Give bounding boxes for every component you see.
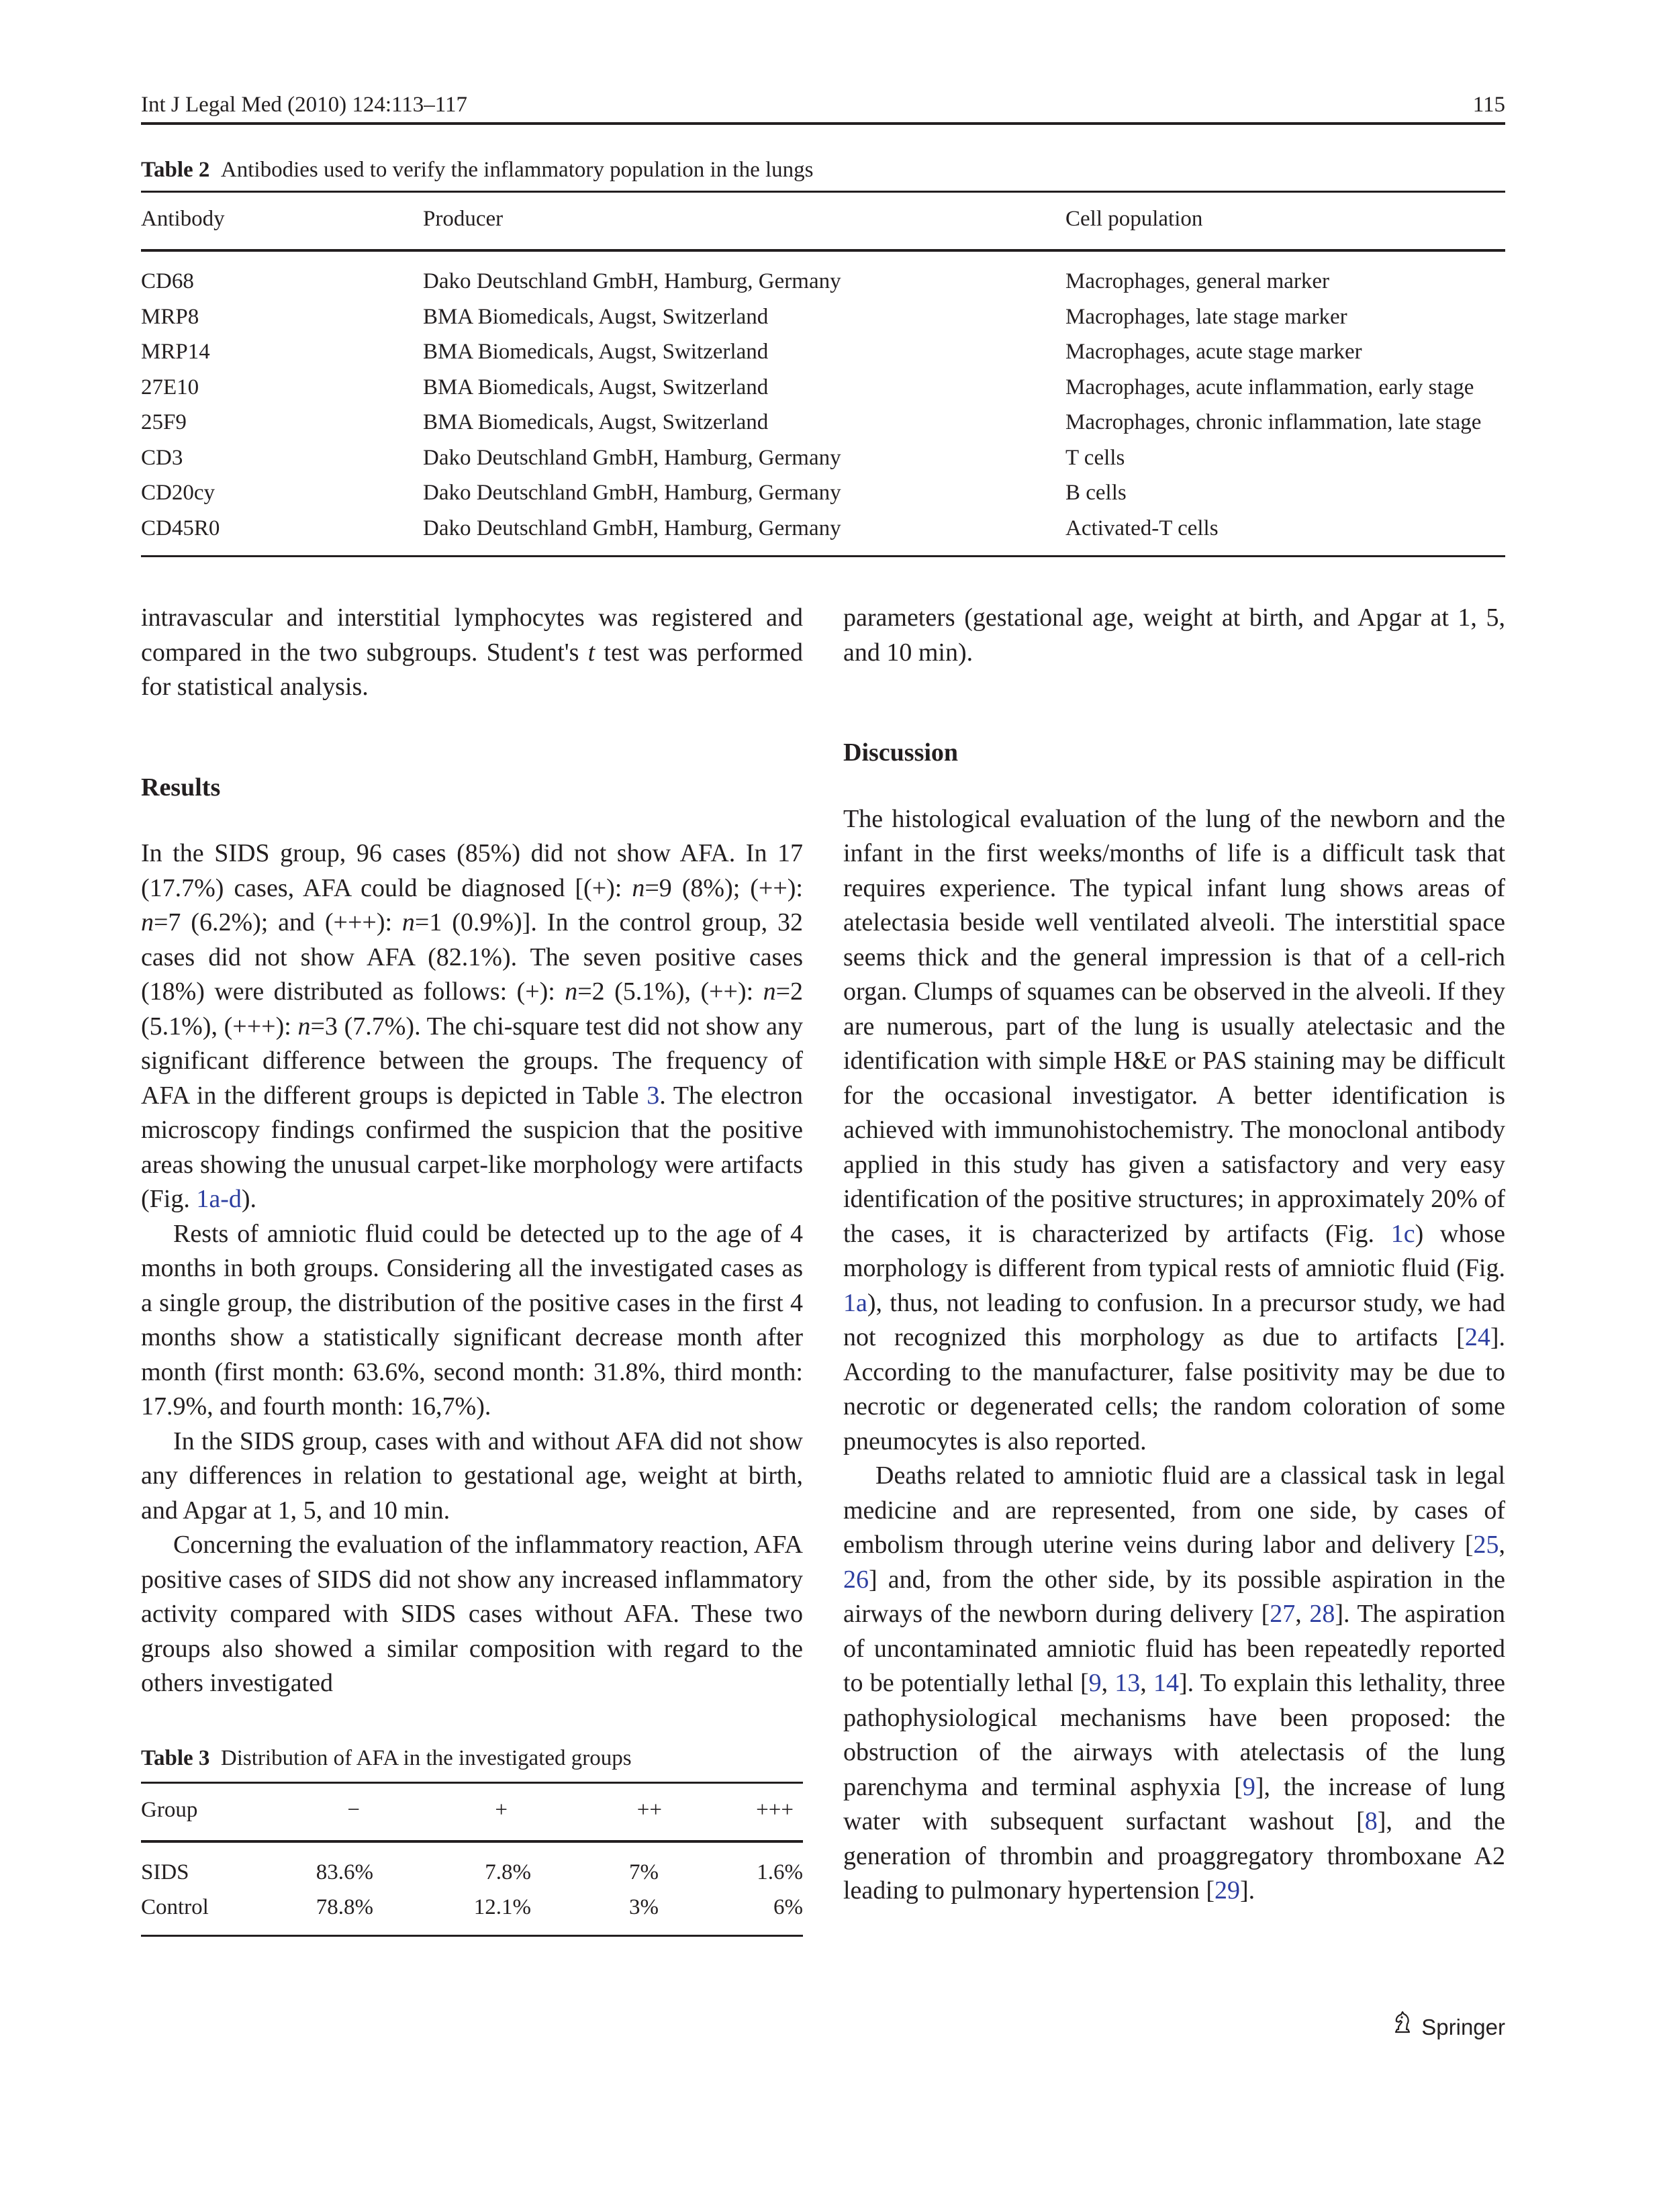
table2-cell: Macrophages, general marker [1065,269,1330,293]
text-run: =2 (5.1%), (+++): [141,977,804,1041]
table3-header-row [141,1784,803,1840]
citation-link[interactable]: 25 [1473,1531,1499,1559]
table2-cell: Macrophages, acute stage marker [1065,340,1362,364]
text-run: , [1140,1669,1153,1697]
table3-col-triple-plus: +++ [756,1797,794,1822]
table2-cell: Dako Deutschland GmbH, Hamburg, Germany [423,516,841,540]
text-run: ], and the generation of thrombin and proaggregatory thromboxane A2 leading to pulmonary hypertension [ [843,1807,1505,1905]
table2-cell: CD20cy [141,481,215,505]
table-row [141,264,1505,299]
table2-cell: 25F9 [141,410,187,434]
table2-cell: Macrophages, acute inflammation, early stage [1065,375,1474,399]
text-run: =2 (5.1%), (++): [577,977,763,1006]
table3-col-group: Group [141,1797,198,1822]
table2-bottom-rule [141,555,1505,557]
springer-logo [1389,2010,1505,2045]
italic-variable: t [587,638,596,667]
table-row [141,440,1505,476]
table2-cell: Macrophages, late stage marker [1065,304,1347,329]
italic-variable: n [632,873,645,902]
italic-variable: n [565,977,578,1006]
left-column [141,601,803,1937]
text-run: test was performed for statistical analysis. [141,638,803,701]
table2-cell: Macrophages, chronic inflammation, late stage [1065,410,1482,434]
table2-cell: Dako Deutschland GmbH, Hamburg, Germany [423,445,841,470]
italic-variable: n [763,977,776,1006]
text-run: ] and, from the other side, by its possible aspiration in the airways of the newborn during delivery [ [843,1565,1505,1628]
text-run: ). [241,1185,257,1213]
table2-body [141,252,1505,555]
paragraph [141,836,803,1217]
text-run: ]. According to the manufacturer, false positivity may be due to necrotic or degenerated cells; the random coloration of some pneumocytes is also reported. [843,1323,1505,1455]
citation-link[interactable]: 9 [1242,1772,1255,1801]
table-row [141,1855,803,1890]
table2-caption-text: Antibodies used to verify the inflammatory population in the lungs [220,158,814,182]
italic-variable: n [297,1012,311,1041]
table-row [141,334,1505,370]
table3 [141,1782,803,1937]
table3-bottom-rule [141,1935,803,1937]
table2-caption [141,154,1505,185]
text-run: , [1101,1669,1115,1697]
table3-cell: 78.8% [316,1895,373,1919]
table2-cell: CD3 [141,445,183,470]
table3-cell: 7.8% [485,1860,531,1884]
text-run: . The electron microscopy findings confirmed the suspicion that the positive areas showing the unusual carpet-like morphology were artifacts (Fig. [141,1081,803,1213]
citation-link[interactable]: 8 [1364,1807,1378,1835]
table2-label: Table 2 [141,158,210,182]
table3-cell: SIDS [141,1860,189,1884]
table2-header-row [141,193,1505,249]
table2-cell: BMA Biomedicals, Augst, Switzerland [423,375,769,399]
text-run: Deaths related to amniotic fluid are a classical task in legal medicine and are represented, from one side, by cases of embolism through uterine veins during labor and delivery [ [843,1461,1505,1559]
text-run: ]. The aspiration of uncontaminated amniotic fluid has been repeatedly reported to be potentially lethal [ [843,1600,1506,1697]
table3-cell: 7% [629,1860,659,1884]
publisher-name: Springer [1421,2015,1505,2039]
table3-caption [141,1743,803,1774]
discussion-heading: Discussion [843,738,959,767]
table2-col-cell-population: Cell population [1065,207,1203,231]
citation-link[interactable]: 14 [1153,1669,1179,1697]
table3-cell: 12.1% [473,1895,531,1919]
table3-cell: 6% [773,1895,803,1919]
text-run: , [1295,1600,1310,1628]
table3-label: Table 3 [141,1745,210,1770]
paragraph: parameters (gestational age, weight at birth, and Apgar at 1, 5, and 10 min). [843,604,1505,667]
table2-cell: CD45R0 [141,516,220,540]
running-header [141,89,1505,121]
table2-col-producer: Producer [423,207,504,231]
table2-cell: CD68 [141,269,194,293]
text-run: In the SIDS group, 96 cases (85%) did not show AFA. In 17 (17.7%) cases, AFA could be diagnosed [(+): [141,839,803,902]
page-number: 115 [1472,93,1505,117]
table-row [141,405,1505,440]
springer-knight-icon [1389,2009,1416,2046]
table-row [141,370,1505,405]
paragraph: In the SIDS group, cases with and without AFA did not show any differences in relation to gestational age, weight at birth, and Apgar at 1, 5, and 10 min. [141,1427,803,1525]
table2 [141,191,1505,557]
results-heading: Results [141,773,221,802]
text-run: =1 (0.9%)]. In the control group, 32 cases did not show AFA (82.1%). The seven positive cases (18%) were distributed as follows: (+): [141,908,803,1006]
table-row [141,475,1505,511]
italic-variable: n [401,908,415,936]
table3-cell: Control [141,1895,209,1919]
table2-cell: T cells [1065,445,1125,470]
text-run: The histological evaluation of the lung of the newborn and the infant in the first weeks/months of life is a difficult task that requires experience. The typical infant lung shows areas of atelectasia beside well ventilated alveoli. The interstitial space seems thick and the general impression is that of a cell-rich organ. Clumps of squames can be observed in the alveoli. If they are numerous, part of the lung is usually atelectasic and the identification with simple H&E or PAS staining may be difficult for the occasional investigator. A better identification is achieved with immunohistochemistry. The monoclonal antibody applied in this study has given a satisfactory and very easy identification of the positive structures; in approximately 20% of the cases, it is characterized by artifacts (Fig. [843,804,1505,1248]
text-run: =3 (7.7%). The chi-square test did not show any significant difference between the groups. The frequency of AFA in the different groups is depicted in Table [141,1012,803,1110]
right-column [843,601,1505,1909]
paragraph [843,802,1505,1459]
table2-cell: B cells [1065,481,1127,505]
table2-cell: BMA Biomedicals, Augst, Switzerland [423,410,769,434]
citation-link[interactable]: 24 [1464,1323,1490,1351]
text-run: =7 (6.2%); and (+++): [154,908,402,936]
text-run: =9 (8%); (++): [645,873,803,902]
table3-col-negative: − [347,1797,360,1822]
italic-variable: n [141,908,154,936]
table3-cell: 1.6% [757,1860,803,1884]
table3-col-plus: + [495,1797,508,1822]
header-rule [141,122,1505,125]
table-row [141,511,1505,546]
table3-body [141,1843,803,1935]
paragraph [843,1459,1505,1909]
text-run: ) whose morphology is different from typical rests of amniotic fluid (Fig. [843,1219,1505,1282]
table2-cell: MRP14 [141,340,210,364]
table2-col-antibody: Antibody [141,207,225,231]
text-run: intravascular and interstitial lymphocytes was registered and compared in the two subgroups. Student's [141,604,803,667]
table3-col-double-plus: ++ [636,1797,662,1822]
table-reference-link[interactable]: 3 [647,1081,660,1110]
text-run: , [1498,1531,1505,1559]
table-row [141,1890,803,1925]
text-run: ), thus, not leading to confusion. In a precursor study, we had not recognized this morphology as due to artifacts [ [843,1288,1505,1351]
table2-cell: Activated-T cells [1065,516,1219,540]
figure-reference-link[interactable]: 1c [1390,1219,1415,1248]
journal-citation: Int J Legal Med (2010) 124:113–117 [141,93,468,117]
table3-caption-text: Distribution of AFA in the investigated groups [220,1745,632,1770]
text-run: ]. To explain this lethality, three pathophysiological mechanisms have been proposed: the obstruction of the airways with atelectasis of the lung parenchyma and terminal asphyxia [ [843,1669,1505,1801]
table3-cell: 83.6% [316,1860,373,1884]
citation-link[interactable]: 13 [1114,1669,1141,1697]
paragraph: Concerning the evaluation of the inflammatory reaction, AFA positive cases of SIDS did not show any increased inflammatory activity compared with SIDS cases without AFA. These two groups also showed a similar composition with regard to the others investigated [141,1531,803,1697]
text-run: ]. [1240,1876,1255,1905]
table2-cell: BMA Biomedicals, Augst, Switzerland [423,340,769,364]
paragraph [141,601,803,705]
table2-cell: 27E10 [141,375,199,399]
figure-reference-link[interactable]: 1a-d [196,1185,242,1213]
paragraph: Rests of amniotic fluid could be detected up to the age of 4 months in both groups. Considering all the investigated cases as a single group, the distribution of the positive cases in the first 4 months show a statistically significant decrease month after month (first month: 63.6%, second month: 31.8%, third month: 17.9%, and fourth month: 16,7%). [141,1219,803,1421]
table3-cell: 3% [629,1895,659,1919]
table-row [141,299,1505,335]
table2-cell: Dako Deutschland GmbH, Hamburg, Germany [423,269,841,293]
text-run: ], the increase of lung water with subsequent surfactant washout [ [843,1772,1505,1835]
figure-reference-link[interactable]: 1a [843,1288,867,1317]
citation-link[interactable]: 28 [1309,1600,1335,1628]
table2-cell: Dako Deutschland GmbH, Hamburg, Germany [423,481,841,505]
table2-cell: BMA Biomedicals, Augst, Switzerland [423,304,769,329]
table2-cell: MRP8 [141,304,199,329]
citation-link[interactable]: 29 [1215,1876,1240,1905]
citation-link[interactable]: 27 [1270,1600,1296,1628]
citation-link[interactable]: 9 [1088,1669,1102,1697]
citation-link[interactable]: 26 [843,1565,869,1594]
